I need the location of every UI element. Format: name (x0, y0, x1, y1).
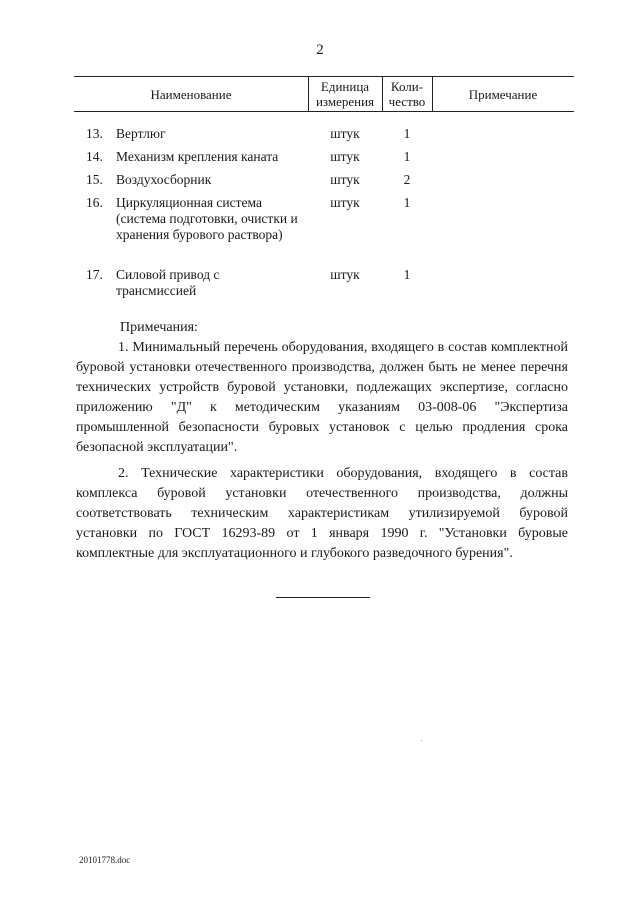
footer-filename: 20101778.doc (79, 855, 131, 865)
row-name: Воздухосборник (116, 172, 212, 187)
row-qty: 1 (403, 149, 411, 164)
row-unit: штук (330, 267, 360, 282)
header-unit (308, 77, 382, 111)
header-name-label: Наименование (150, 86, 232, 102)
row-unit: штук (330, 149, 360, 164)
row-qty: 1 (403, 126, 411, 141)
row-name: Вертлюг (116, 126, 166, 141)
row-unit: штук (330, 172, 360, 187)
notes-section (76, 318, 568, 564)
table-row (74, 267, 574, 303)
row-name: Циркуляционная система (система подготовки, очистки и хранения бурового раствора) (116, 195, 298, 242)
row-number: 16. (86, 195, 103, 210)
row-name: Механизм крепления каната (116, 149, 279, 164)
scan-dot (421, 740, 422, 741)
header-qty-line2: чество (388, 94, 426, 109)
header-note-label: Примечание (468, 86, 538, 102)
table-row (74, 126, 574, 149)
row-qty: 2 (403, 172, 411, 187)
header-name (74, 77, 308, 111)
page-number: 2 (316, 42, 324, 58)
end-separator-line (276, 597, 370, 598)
notes-title: Примечания: (120, 320, 198, 335)
table-row (74, 149, 574, 172)
table-row (74, 195, 574, 267)
table-header (74, 76, 574, 112)
table-row (74, 172, 574, 195)
header-unit-line2: измерения (315, 94, 375, 109)
row-unit: штук (330, 195, 360, 210)
row-number: 15. (86, 172, 103, 187)
row-unit: штук (330, 126, 360, 141)
header-note (432, 77, 574, 111)
row-qty: 1 (403, 195, 411, 210)
row-name: Силовой привод с трансмиссией (116, 267, 220, 298)
row-number: 13. (86, 126, 103, 141)
equipment-table-body (74, 126, 574, 303)
row-qty: 1 (403, 267, 411, 282)
header-qty (382, 77, 432, 111)
header-qty-line1: Коли- (390, 79, 424, 94)
row-number: 14. (86, 149, 103, 164)
header-unit-line1: Единица (320, 79, 370, 94)
note-item: 2. Технические характеристики оборудования, входящего в состав комплекса буровой установки отечественного производства, должны соответствовать техническим характеристикам утилизируемой буровой установки по ГОСТ 16293-89 от 1 января 1990 г. "Установки буровые комплектные для эксплуатационного и глубокого разведочного бурения". (76, 466, 568, 561)
row-number: 17. (86, 267, 103, 282)
note-item: 1. Минимальный перечень оборудования, входящего в состав комплектной буровой установки отечественного производства, должен быть не менее перечня технических устройств буровой установки, подлежащих экспертизе, согласно приложению "Д" к методическим указаниям 03-008-06 "Экспертиза промышленной безопасности буровых установок с целью продления срока безопасной эксплуатации". (76, 340, 568, 455)
